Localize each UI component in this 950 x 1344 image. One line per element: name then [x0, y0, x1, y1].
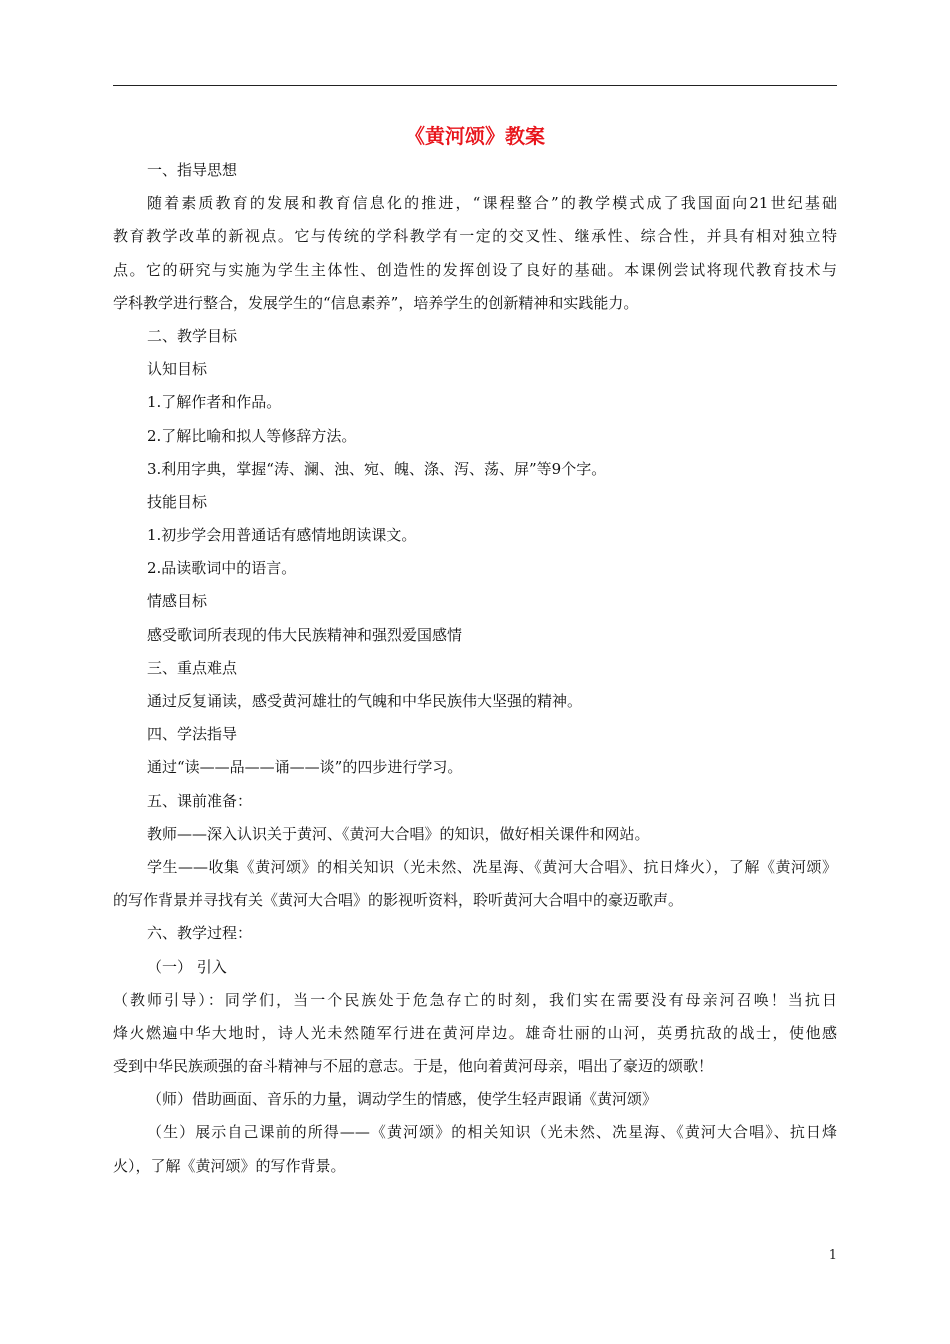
text-line: 认知目标 [147, 360, 208, 379]
text-line: 教师——深入认识关于黄河、《黄河大合唱》的知识，做好相关课件和网站。 [147, 824, 650, 843]
text-line: （一） 引入 [147, 957, 227, 976]
text-line: 通过反复诵读，感受黄河雄壮的气魄和中华民族伟大坚强的精神。 [147, 692, 583, 710]
text-line: 点。它的研究与实施为学生主体性、创造性的发挥创设了良好的基础。本课例尝试将现代教育技术与 [113, 260, 837, 279]
text-line: 2.品读歌词中的语言。 [147, 559, 297, 578]
document-body [113, 154, 837, 1183]
header-rule [113, 85, 837, 86]
text-line: 随着素质教育的发展和教育信息化的推进，“课程整合”的教学模式成了我国面向21世纪基础 [147, 194, 837, 213]
text-line: 烽火燃遍中华大地时，诗人光未然随军行进在黄河岸边。雄奇壮丽的山河，英勇抗敌的战士，使他感 [113, 1023, 837, 1042]
text-line: 受到中华民族顽强的奋斗精神与不屈的意志。于是，他向着黄河母亲，唱出了豪迈的颂歌！ [113, 1057, 714, 1076]
page-title: 《黄河颂》教案 [405, 124, 545, 148]
text-line: （教师引导）：同学们，当一个民族处于危急存亡的时刻，我们实在需要没有母亲河召唤！当抗日 [113, 990, 837, 1009]
text-line: （生）展示自己课前的所得——《黄河颂》的相关知识（光未然、冼星海、《黄河大合唱》、抗日烽 [147, 1123, 837, 1142]
text-line: 火），了解《黄河颂》的写作背景。 [113, 1156, 346, 1175]
text-line: （师）借助画面、音乐的力量，调动学生的情感，使学生轻声跟诵《黄河颂》 [147, 1090, 658, 1109]
text-line: 技能目标 [147, 492, 208, 511]
text-line: 五、课前准备： [147, 791, 253, 810]
text-line: 四、学法指导 [147, 725, 238, 744]
text-line: 学生——收集《黄河颂》的相关知识（光未然、冼星海、《黄河大合唱》、抗日烽火），了解《黄河颂》 [147, 857, 837, 876]
text-line: 2.了解比喻和拟人等修辞方法。 [147, 426, 357, 445]
text-line: 感受歌词所表现的伟大民族精神和强烈爱国感情 [147, 625, 463, 644]
text-line: 学科教学进行整合，发展学生的“信息素养”，培养学生的创新精神和实践能力。 [113, 293, 639, 312]
text-line: 一、指导思想 [147, 161, 238, 179]
text-line: 通过“读——品——诵——谈”的四步进行学习。 [147, 758, 463, 777]
text-line: 3.利用字典，掌握“涛、澜、浊、宛、魄、涤、泻、荡、屏”等9个字。 [147, 459, 607, 478]
text-line: 情感目标 [147, 592, 208, 611]
text-line: 六、教学过程： [147, 924, 253, 943]
text-line: 的写作背景并寻找有关《黄河大合唱》的影视听资料，聆听黄河大合唱中的豪迈歌声。 [113, 891, 684, 910]
text-line: 1.了解作者和作品。 [147, 393, 282, 412]
text-line: 教育教学改革的新视点。它与传统的学科教学有一定的交叉性、继承性、综合性，并具有相对独立特 [113, 227, 837, 246]
text-line: 三、重点难点 [147, 658, 238, 677]
page-number: 1 [828, 1248, 837, 1263]
text-line: 二、教学目标 [147, 326, 238, 345]
text-line: 1.初步学会用普通话有感情地朗读课文。 [147, 526, 417, 545]
